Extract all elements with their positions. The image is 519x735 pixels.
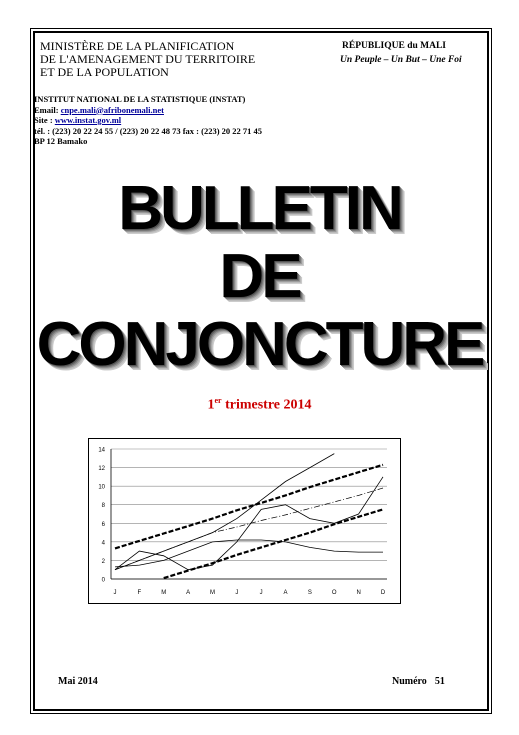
quarter-label <box>0 396 519 414</box>
title-line-2: DE <box>219 242 300 311</box>
ministry-line-1: MINISTÈRE DE LA PLANIFICATION <box>40 39 235 53</box>
phone-line: tél. : (223) 20 22 24 55 / (223) 20 22 48 73 fax : (223) 20 22 71 45 <box>34 125 263 136</box>
x-tick-label: D <box>380 590 386 596</box>
email-link[interactable]: cnpe.mali@afribonemali.net <box>60 104 164 115</box>
chart-svg <box>89 439 400 603</box>
y-tick-label: 8 <box>101 503 105 510</box>
y-tick-label: 12 <box>98 466 105 473</box>
quarter-superscript: er <box>214 396 222 405</box>
quarter-text: trimestre 2014 <box>221 397 312 413</box>
cover-chart <box>88 438 401 604</box>
contact-block <box>34 94 262 147</box>
x-tick-label: O <box>331 590 337 596</box>
x-tick-label: A <box>186 590 191 596</box>
institute-name: INSTITUT NATIONAL DE LA STATISTIQUE (INSTAT) <box>34 94 246 104</box>
y-tick-label: 6 <box>101 521 105 528</box>
ministry-header <box>40 40 255 79</box>
x-tick-label: J <box>113 590 117 596</box>
title-line-3: CONJONCTURE <box>36 310 483 379</box>
x-tick-label: A <box>283 590 288 596</box>
x-tick-label: J <box>235 590 239 596</box>
x-tick-label: F <box>137 590 142 596</box>
national-motto: Un Peuple – Un But – Une Foi <box>340 55 462 65</box>
site-line <box>34 115 262 126</box>
x-tick-label: J <box>259 590 263 596</box>
y-tick-label: 2 <box>101 558 105 565</box>
y-tick-label: 14 <box>98 447 105 454</box>
ministry-line-2: DE L'AMENAGEMENT DU TERRITOIRE <box>40 52 256 66</box>
republic-heading: RÉPUBLIQUE du MALI <box>342 41 446 51</box>
email-label: Email: <box>34 104 61 115</box>
y-tick-label: 4 <box>101 540 105 547</box>
x-tick-label: N <box>356 590 361 596</box>
quarter-number: 1 <box>207 397 215 413</box>
x-tick-label: M <box>161 590 167 596</box>
po-box: BP 12 Bamako <box>34 136 88 146</box>
plot-area <box>111 449 387 579</box>
y-tick-label: 10 <box>98 484 105 491</box>
x-tick-label: S <box>307 590 312 596</box>
ministry-line-3: ET DE LA POPULATION <box>40 65 169 79</box>
x-tick-label: M <box>209 590 215 596</box>
issue-date: Mai 2014 <box>58 676 98 687</box>
y-tick-label: 0 <box>101 577 105 584</box>
issue-number-block <box>392 676 445 687</box>
issue-number-label: Numéro <box>392 676 427 687</box>
email-line <box>34 105 262 116</box>
site-label: Site : <box>34 115 55 125</box>
site-link[interactable]: www.instat.gov.ml <box>54 115 122 125</box>
title-line-1: BULLETIN <box>118 174 401 243</box>
issue-number: 51 <box>434 676 445 687</box>
